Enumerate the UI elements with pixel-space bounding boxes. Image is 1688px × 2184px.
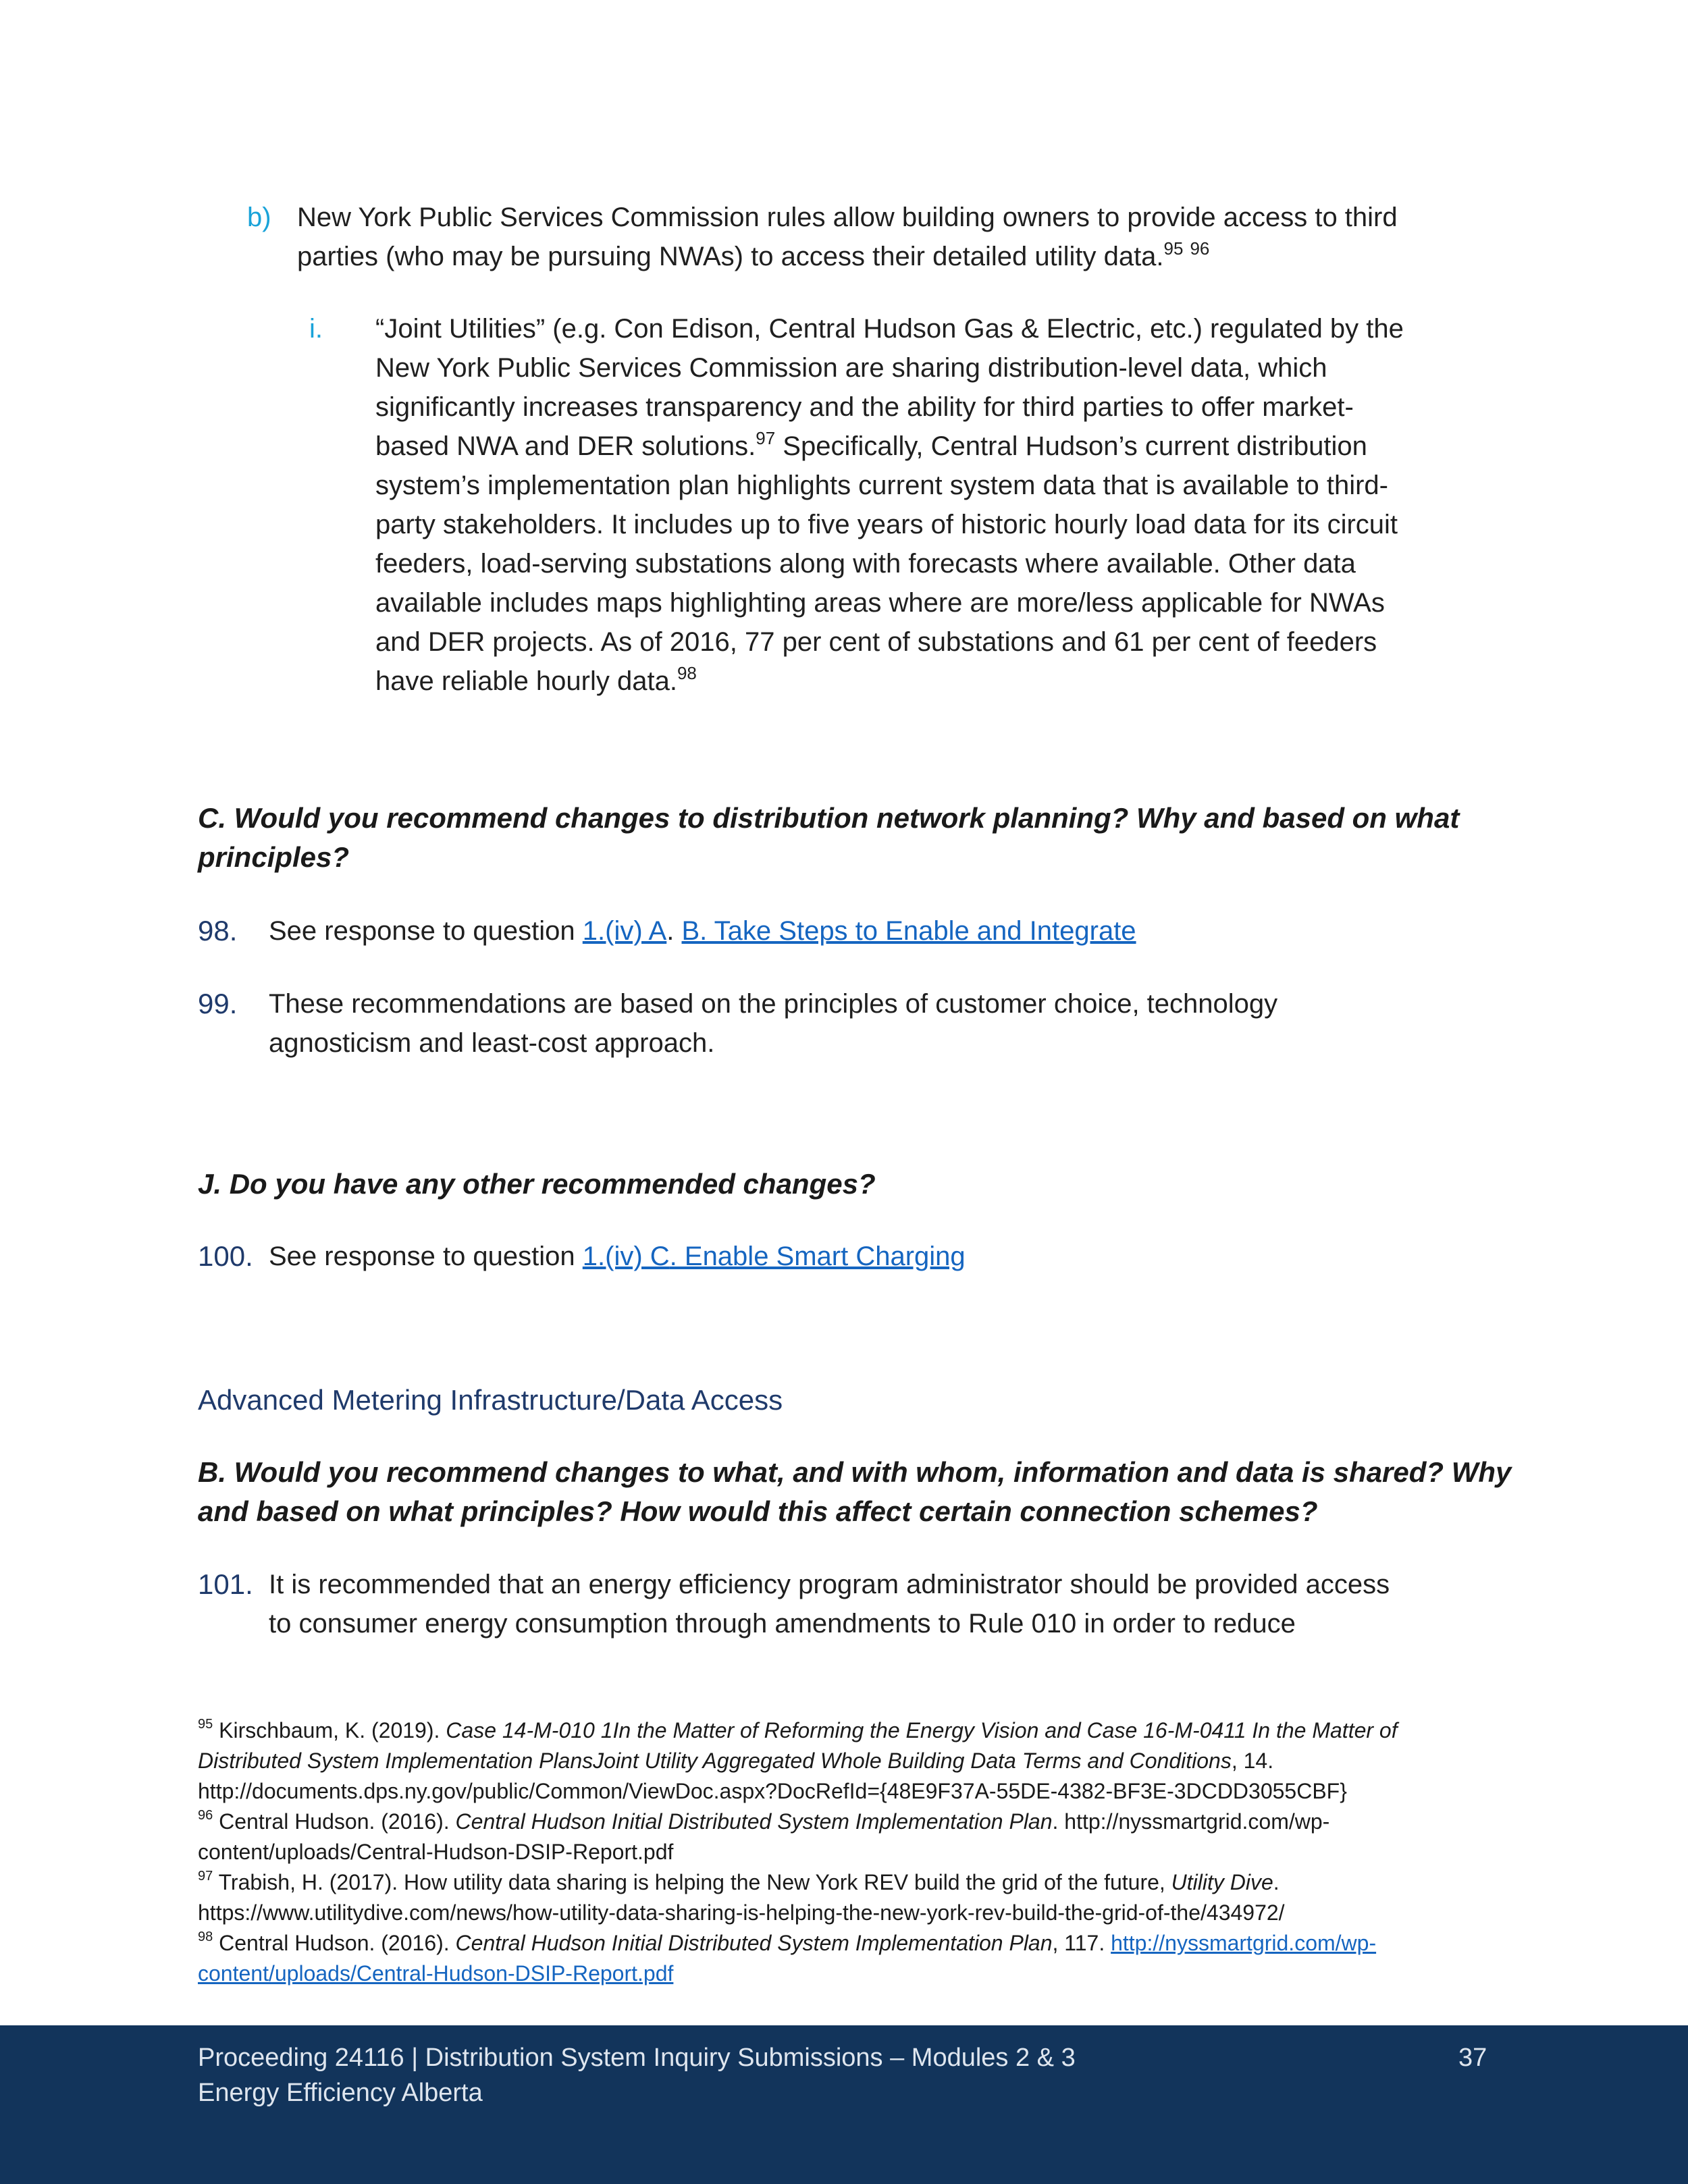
item-i-text-part: Specifically, Central Hudson’s current distribution	[775, 431, 1367, 461]
item-b-text	[297, 198, 1512, 276]
footnote-ref-97[interactable]: 97	[756, 427, 776, 448]
item-i-text-part: based NWA and DER solutions.	[375, 431, 756, 461]
footnote-95	[198, 1715, 1514, 1746]
footnote-text: . http://nyssmartgrid.com/wp-	[1052, 1809, 1330, 1834]
item-i-line: and DER projects. As of 2016, 77 per cent of substations and 61 per cent of feeders	[375, 627, 1377, 657]
item-i-line: significantly increases transparency and the ability for third parties to offer market-	[375, 392, 1354, 422]
link-question-1-iv-a[interactable]: 1.(iv) A	[582, 916, 667, 946]
footnote-text: Central Hudson. (2016).	[213, 1931, 456, 1955]
paragraph-98-text: See response to question	[269, 916, 583, 946]
item-i-line: “Joint Utilities” (e.g. Con Edison, Central Hudson Gas & Electric, etc.) regulated by the	[375, 314, 1404, 344]
item-i-text-part: have reliable hourly data.	[375, 666, 677, 696]
item-i-line: New York Public Services Commission are sharing distribution-level data, which	[375, 353, 1327, 383]
footnote-ref-98[interactable]: 98	[677, 662, 697, 683]
footer-proceeding: Proceeding 24116 | Distribution System Inquiry Submissions – Modules 2 & 3	[198, 2044, 1076, 2072]
footnote-number: 96	[198, 1808, 213, 1823]
paragraph-101	[269, 1565, 1538, 1643]
paragraph-99	[269, 984, 1518, 1063]
footnote-number: 97	[198, 1869, 213, 1884]
item-i-line	[375, 662, 1523, 701]
page-number: 37	[1458, 2044, 1487, 2072]
footnote-text: , 14.	[1231, 1749, 1274, 1773]
paragraph-100-text: See response to question	[269, 1242, 583, 1271]
footnote-95-cont	[198, 1746, 1514, 1776]
list-marker-i: i.	[309, 314, 323, 344]
item-b-line	[297, 237, 1512, 276]
question-c-line: principles?	[198, 841, 350, 873]
list-marker-b: b)	[247, 203, 271, 232]
footnote-ref-96[interactable]: 96	[1190, 238, 1210, 259]
item-i-line: available includes maps highlighting areas where are more/less applicable for NWAs	[375, 588, 1385, 618]
footnote-number: 95	[198, 1717, 213, 1732]
link-take-steps-to-enable-and-integrate[interactable]: B. Take Steps to Enable and Integrate	[681, 916, 1136, 946]
question-b-line: and based on what principles? How would this affect certain connection schemes?	[198, 1495, 1318, 1527]
item-b-line: New York Public Services Commission rules allow building owners to provide access to third	[297, 203, 1398, 232]
paragraph-number-100: 100.	[198, 1240, 253, 1272]
question-c-heading	[198, 799, 1514, 877]
footnote-text: , 117.	[1052, 1931, 1111, 1955]
question-b-heading	[198, 1453, 1514, 1531]
footnote-98-link[interactable]: http://nyssmartgrid.com/wp-	[1111, 1931, 1377, 1955]
paragraph-number-99: 99.	[198, 988, 238, 1019]
item-b-line-text: parties (who may be pursuing NWAs) to access their detailed utility data.	[297, 242, 1164, 271]
footnote-title: Case 14-M-010 1In the Matter of Reforming the Energy Vision and Case 16-M-0411 In the Matter of	[446, 1718, 1398, 1742]
paragraph-number-98: 98.	[198, 915, 238, 947]
paragraph-98-separator: .	[666, 916, 682, 946]
footnote-text: Trabish, H. (2017). How utility data sharing is helping the New York REV build the grid of the future,	[213, 1870, 1171, 1894]
paragraph-100	[269, 1237, 1518, 1276]
footnote-97-url: https://www.utilitydive.com/news/how-utility-data-sharing-is-helping-the-new-york-rev-build-the-grid-of-the/434972/	[198, 1900, 1285, 1925]
link-enable-smart-charging[interactable]: . Enable Smart Charging	[669, 1242, 966, 1271]
item-i-line: party stakeholders. It includes up to five years of historic hourly load data for its circuit	[375, 510, 1398, 539]
link-question-1-iv-c[interactable]: 1.(iv) C	[582, 1242, 670, 1271]
item-i-line	[375, 427, 1523, 466]
paragraph-99-line: agnosticism and least-cost approach.	[269, 1028, 715, 1058]
footnote-98	[198, 1928, 1514, 1959]
paragraph-101-line: It is recommended that an energy efficiency program administrator should be provided access	[269, 1570, 1390, 1599]
footnote-95-url: http://documents.dps.ny.gov/public/Common/ViewDoc.aspx?DocRefId={48E9F37A-55DE-4382-BF3E-3DCDD3055CBF}	[198, 1779, 1347, 1803]
footnote-98-cont	[198, 1959, 1514, 1989]
paragraph-99-line: These recommendations are based on the principles of customer choice, technology	[269, 989, 1278, 1019]
paragraph-101-line: to consumer energy consumption through amendments to Rule 010 in order to reduce	[269, 1609, 1296, 1639]
footnote-title: Central Hudson Initial Distributed System Implementation Plan	[455, 1931, 1053, 1955]
item-i-line: system’s implementation plan highlights current system data that is available to third-	[375, 471, 1388, 500]
footnote-text: Central Hudson. (2016).	[213, 1809, 456, 1834]
question-b-line: B. Would you recommend changes to what, and with whom, information and data is shared? Why	[198, 1456, 1512, 1488]
item-i-line: feeders, load-serving substations along with forecasts where available. Other data	[375, 549, 1356, 579]
paragraph-98	[269, 911, 1518, 951]
footnote-98-link-cont[interactable]: content/uploads/Central-Hudson-DSIP-Report.pdf	[198, 1961, 674, 1986]
footer-organization: Energy Efficiency Alberta	[198, 2079, 483, 2107]
item-i-text	[375, 309, 1523, 701]
footnote-title: Utility Dive	[1171, 1870, 1273, 1894]
footnote-title: Distributed System Implementation PlansJoint Utility Aggregated Whole Building Data Terms and Conditions	[198, 1749, 1232, 1773]
question-c-line: C. Would you recommend changes to distribution network planning? Why and based on what	[198, 802, 1460, 834]
footnote-96-url: content/uploads/Central-Hudson-DSIP-Report.pdf	[198, 1840, 674, 1864]
section-title: Advanced Metering Infrastructure/Data Access	[198, 1384, 783, 1416]
paragraph-number-101: 101.	[198, 1568, 253, 1600]
footnote-97	[198, 1867, 1514, 1898]
page-footer	[0, 2025, 1688, 2184]
footnote-text: .	[1273, 1870, 1280, 1894]
footnote-96	[198, 1807, 1514, 1837]
footnote-text: Kirschbaum, K. (2019).	[213, 1718, 446, 1742]
footnotes	[198, 1715, 1514, 1989]
footnote-title: Central Hudson Initial Distributed System Implementation Plan	[455, 1809, 1053, 1834]
footnote-number: 98	[198, 1929, 213, 1945]
question-j-heading: J. Do you have any other recommended changes?	[198, 1168, 876, 1200]
footnote-ref-95[interactable]: 95	[1163, 238, 1184, 259]
